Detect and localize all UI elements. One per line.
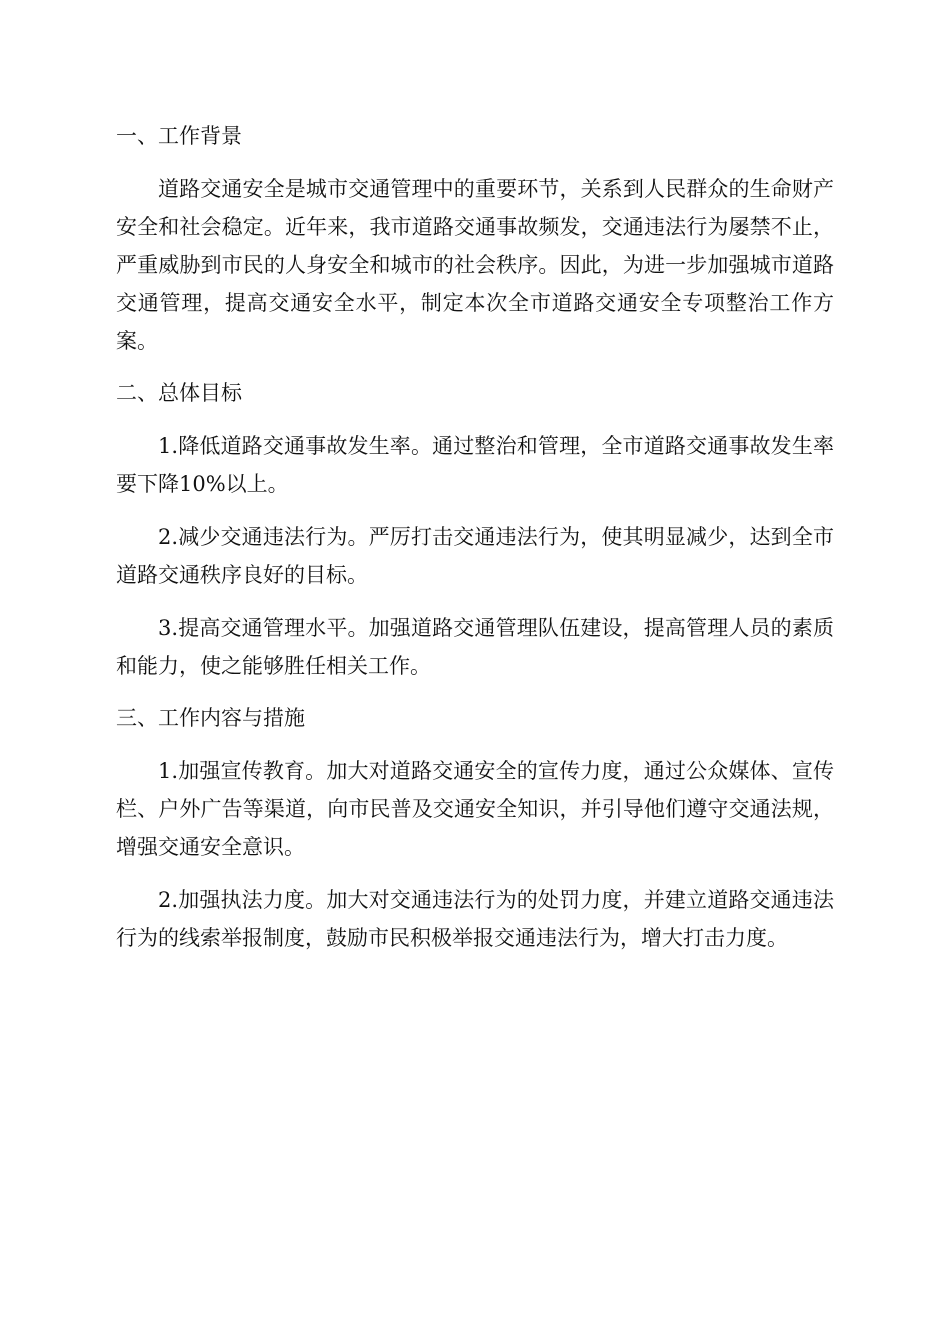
section-heading-measures: 三、工作内容与措施 <box>116 706 305 730</box>
paragraph-background: 道路交通安全是城市交通管理中的重要环节，关系到人民群众的生命财产安全和社会稳定。近年来，我市道路交通事故频发，交通违法行为屡禁不止，严重威胁到市民的人身安全和城市的社会秩序。因此，为进一步加强城市道路交通管理，提高交通安全水平，制定本次全市道路交通安全专项整治工作方案。 <box>116 177 834 353</box>
paragraph-measure-2: 2.加强执法力度。加大对交通违法行为的处罚力度，并建立道路交通违法行为的线索举报制度，鼓励市民积极举报交通违法行为，增大打击力度。 <box>116 888 834 950</box>
paragraph-measure-1: 1.加强宣传教育。加大对道路交通安全的宣传力度，通过公众媒体、宣传栏、户外广告等渠道，向市民普及交通安全知识，并引导他们遵守交通法规，增强交通安全意识。 <box>116 759 834 859</box>
paragraph-goal-1: 1.降低道路交通事故发生率。通过整治和管理，全市道路交通事故发生率要下降10%以上。 <box>116 434 834 496</box>
paragraph-goal-2: 2.减少交通违法行为。严厉打击交通违法行为，使其明显减少，达到全市道路交通秩序良好的目标。 <box>116 525 834 587</box>
document-page <box>116 118 834 972</box>
section-heading-background: 一、工作背景 <box>116 124 242 148</box>
paragraph-goal-3: 3.提高交通管理水平。加强道路交通管理队伍建设，提高管理人员的素质和能力，使之能够胜任相关工作。 <box>116 616 834 678</box>
section-heading-goals: 二、总体目标 <box>116 381 242 405</box>
